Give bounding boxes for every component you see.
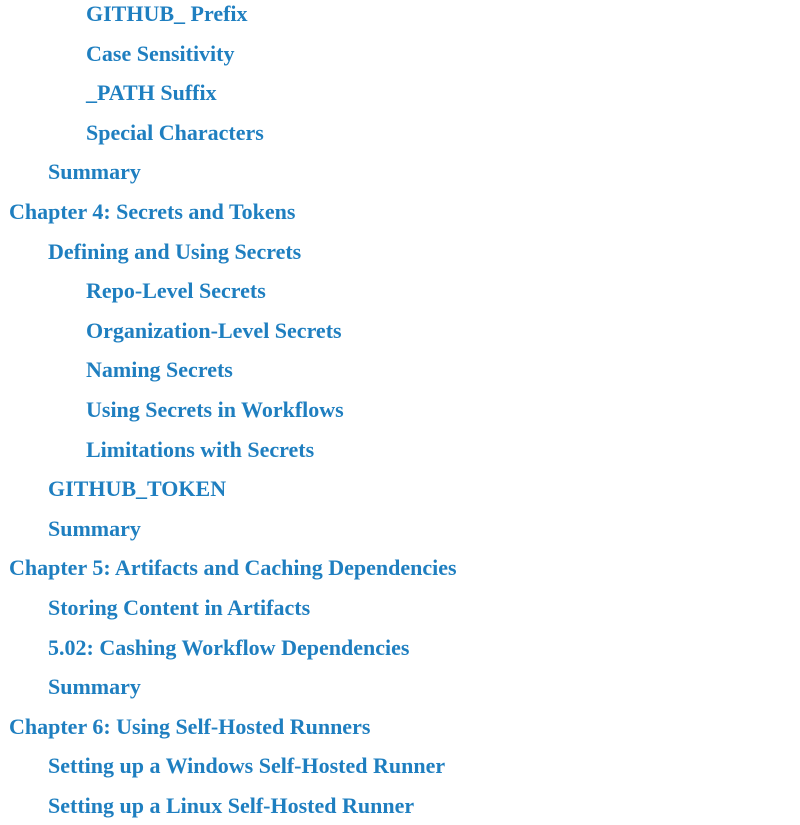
toc-link-special-characters[interactable]: Special Characters [86,119,264,145]
toc-link-cashing-workflow-dependencies[interactable]: 5.02: Cashing Workflow Dependencies [48,634,410,660]
toc-link-case-sensitivity[interactable]: Case Sensitivity [86,40,235,66]
toc-link-chapter-6[interactable]: Chapter 6: Using Self-Hosted Runners [9,713,371,739]
toc-link-limitations-with-secrets[interactable]: Limitations with Secrets [86,436,315,462]
toc-link-defining-using-secrets[interactable]: Defining and Using Secrets [48,238,302,264]
toc-link-linux-self-hosted-runner[interactable]: Setting up a Linux Self-Hosted Runner [48,792,415,818]
toc-link-path-suffix[interactable]: _PATH Suffix [86,80,217,106]
toc-link-github-prefix[interactable]: GITHUB_ Prefix [86,1,248,26]
toc-link-storing-content-in-artifacts[interactable]: Storing Content in Artifacts [48,594,311,620]
toc-link-github-token[interactable]: GITHUB_TOKEN [48,476,227,502]
toc-link-using-secrets-in-workflows[interactable]: Using Secrets in Workflows [86,396,344,422]
toc-link-chapter-4[interactable]: Chapter 4: Secrets and Tokens [9,198,296,224]
toc-link-chapter-4-summary[interactable]: Summary [48,515,141,541]
toc-link-repo-level-secrets[interactable]: Repo-Level Secrets [86,278,266,304]
toc-link-chapter-5[interactable]: Chapter 5: Artifacts and Caching Dependencies [9,555,457,581]
toc-link-chapter-3-summary[interactable]: Summary [48,159,141,185]
toc-link-naming-secrets[interactable]: Naming Secrets [86,357,233,383]
toc-link-windows-self-hosted-runner[interactable]: Setting up a Windows Self-Hosted Runner [48,753,446,779]
toc-link-organization-level-secrets[interactable]: Organization-Level Secrets [86,317,342,343]
toc-link-chapter-5-summary[interactable]: Summary [48,674,141,700]
